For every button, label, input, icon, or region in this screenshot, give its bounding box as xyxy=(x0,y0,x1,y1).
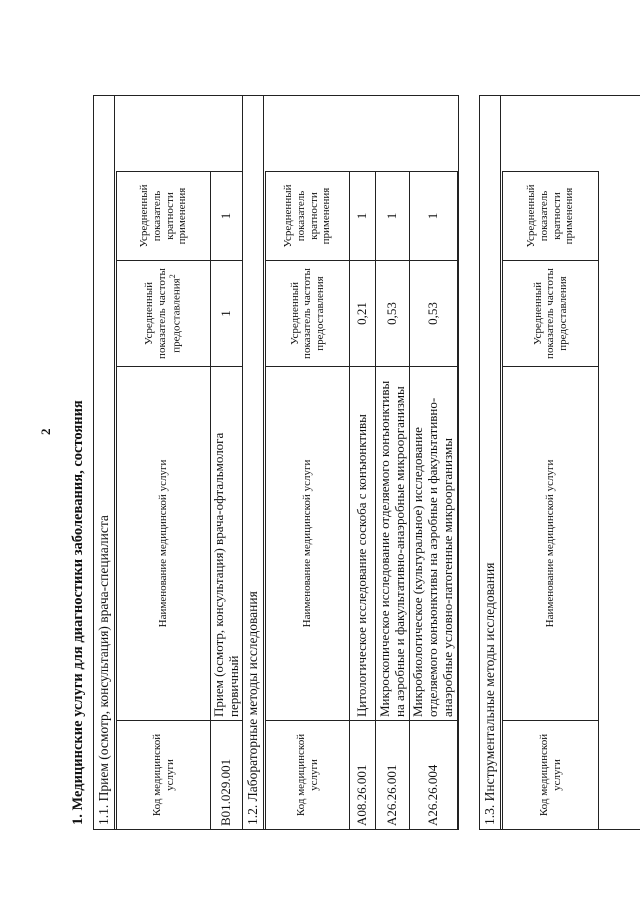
section-heading: 1. Медицинские услуги для диагностики заболевания, состояния xyxy=(70,400,86,825)
col-header-frequency: Усредненный показатель частоты предоставления xyxy=(503,261,599,367)
table-header-row xyxy=(503,172,599,830)
section-title: 1.2. Лабораторные методы исследования xyxy=(243,96,264,829)
cell-multiplicity: 1 xyxy=(410,172,458,261)
cell-code: A08.26.001 xyxy=(350,721,376,830)
col-header-name: Наименование медицинской услуги xyxy=(117,367,211,721)
cell-frequency: 0,53 xyxy=(410,261,458,367)
cell-multiplicity: 1 xyxy=(376,172,410,261)
section-title: 1.3. Инструментальные методы исследования xyxy=(480,96,501,829)
col-header-name: Наименование медицинской услуги xyxy=(503,367,599,721)
col-header-frequency: Усредненный показатель частоты предоставления xyxy=(266,261,350,367)
section-1-3 xyxy=(479,95,640,830)
cell-code: B01.029.001 xyxy=(211,721,244,830)
col-header-multiplicity: Усредненный показатель кратности применения xyxy=(117,172,211,261)
col-header-frequency: Усредненный показатель частоты предоставления$^2$ xyxy=(117,261,211,367)
cell-multiplicity: 1 xyxy=(350,172,376,261)
services-table xyxy=(265,171,458,830)
col-header-multiplicity: Усредненный показатель кратности применения xyxy=(266,172,350,261)
cell-name: Микроскопическое исследование отделяемого конъюнктивы на аэробные и факультативно-анаэробные микроорганизмы xyxy=(376,367,410,721)
section-title: 1.1. Прием (осмотр, консультация) врача-специалиста xyxy=(94,96,115,829)
cell-name: Микробиологическое (культуральное) исследование отделяемого конъюнктивы на аэробные и факультативно-анаэробные условно-патогенные микроорганизмы xyxy=(410,367,458,721)
services-table xyxy=(116,171,244,830)
cell-name: Прием (осмотр, консультация) врача-офтальмолога первичный xyxy=(211,367,244,721)
cell-frequency: 1 xyxy=(211,261,244,367)
services-table xyxy=(502,171,599,830)
col-header-code: Код медицинской услуги xyxy=(503,721,599,830)
table-row xyxy=(211,172,244,830)
cell-code: A26.26.001 xyxy=(376,721,410,830)
table-header-row xyxy=(117,172,211,830)
col-header-code: Код медицинской услуги xyxy=(266,721,350,830)
table-row xyxy=(410,172,458,830)
cell-name: Цитологическое исследование соскоба с конъюнктивы xyxy=(350,367,376,721)
cell-frequency: 0,53 xyxy=(376,261,410,367)
col-header-name: Наименование медицинской услуги xyxy=(266,367,350,721)
table-row xyxy=(376,172,410,830)
col-header-code: Код медицинской услуги xyxy=(117,721,211,830)
col-header-multiplicity: Усредненный показатель кратности применения xyxy=(503,172,599,261)
cell-multiplicity: 1 xyxy=(211,172,244,261)
table-row xyxy=(350,172,376,830)
cell-frequency: 0,21 xyxy=(350,261,376,367)
cell-code: A26.26.004 xyxy=(410,721,458,830)
section-1-2 xyxy=(242,95,459,830)
section-1-1 xyxy=(93,95,243,830)
page-number: 2 xyxy=(38,428,53,435)
table-header-row xyxy=(266,172,350,830)
